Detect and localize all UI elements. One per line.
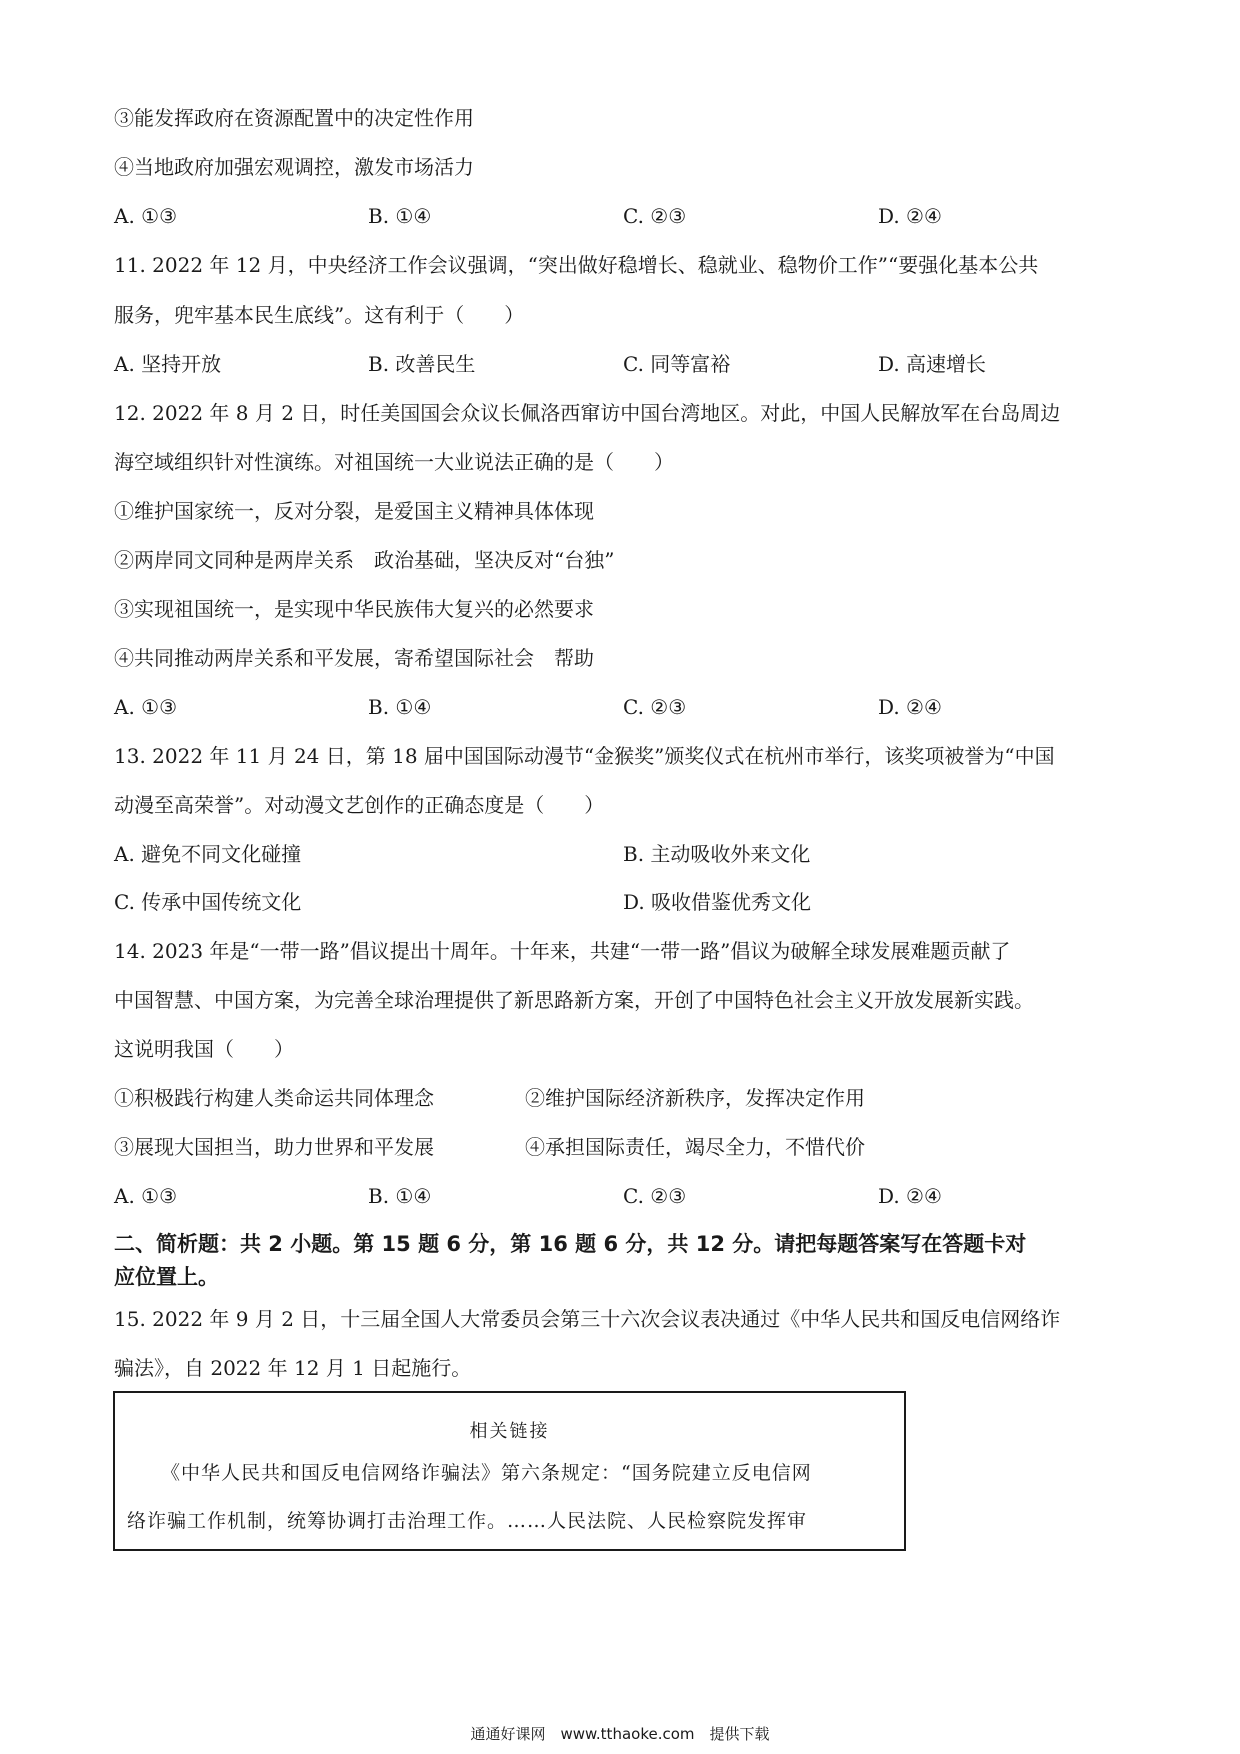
q14-stem-line-3: 这说明我国（ ）: [114, 1037, 294, 1061]
q10-option-d: D. ②④: [878, 204, 942, 228]
q14-option-d: D. ②④: [878, 1184, 942, 1208]
related-link-box: [113, 1391, 906, 1551]
q13-option-c: C. 传承中国传统文化: [114, 890, 302, 914]
q12-statement-4: ④共同推动两岸关系和平发展，寄希望国际社会 帮助: [114, 646, 594, 670]
q12-statement-1: ①维护国家统一，反对分裂，是爱国主义精神具体体现: [114, 499, 594, 523]
section-2-heading-line-1: 二、简析题：共 2 小题。第 15 题 6 分，第 16 题 6 分，共 12 分。请把每题答案写在答题卡对: [114, 1232, 1027, 1256]
q12-option-d: D. ②④: [878, 695, 942, 719]
q11-option-a: A. 坚持开放: [114, 352, 222, 376]
q14-statement-1: ①积极践行构建人类命运共同体理念: [114, 1086, 434, 1110]
q11-stem-line-2: 服务，兜牢基本民生底线”。这有利于（ ）: [114, 303, 525, 327]
related-link-title: 相关链接: [469, 1421, 550, 1442]
q15-stem-line-1: 15. 2022 年 9 月 2 日，十三届全国人大常委员会第三十六次会议表决通过《中华人民共和国反电信网络诈: [114, 1307, 1061, 1331]
q13-stem-line-1: 13. 2022 年 11 月 24 日，第 18 届中国国际动漫节“金猴奖”颁奖仪式在杭州市举行，该奖项被誉为“中国: [114, 744, 1055, 768]
q11-option-c: C. 同等富裕: [623, 352, 731, 376]
q14-statement-4: ④承担国际责任，竭尽全力，不惜代价: [525, 1135, 865, 1159]
q14-stem-line-2: 中国智慧、中国方案，为完善全球治理提供了新思路新方案，开创了中国特色社会主义开放发展新实践。: [114, 988, 1034, 1012]
q13-option-d: D. 吸收借鉴优秀文化: [623, 890, 812, 914]
q12-option-c: C. ②③: [623, 695, 687, 719]
related-link-line-2: 络诈骗工作机制，统筹协调打击治理工作。……人民法院、人民检察院发挥审: [127, 1510, 808, 1532]
q13-stem-line-2: 动漫至高荣誉”。对动漫文艺创作的正确态度是（ ）: [114, 793, 605, 817]
q12-stem-line-1: 12. 2022 年 8 月 2 日，时任美国国会众议长佩洛西窜访中国台湾地区。对此，中国人民解放军在台岛周边: [114, 401, 1061, 425]
q13-option-b: B. 主动吸收外来文化: [623, 842, 811, 866]
q10-option-b: B. ①④: [368, 204, 432, 228]
q14-option-c: C. ②③: [623, 1184, 687, 1208]
section-2-heading-line-2: 应位置上。: [114, 1265, 219, 1289]
q14-option-a: A. ①③: [114, 1184, 178, 1208]
q12-stem-line-2: 海空域组织针对性演练。对祖国统一大业说法正确的是（ ）: [114, 450, 674, 474]
q14-stem-line-1: 14. 2023 年是“一带一路”倡议提出十周年。十年来，共建“一带一路”倡议为破解全球发展难题贡献了: [114, 939, 1011, 963]
related-link-line-1: 《中华人民共和国反电信网络诈骗法》第六条规定：“国务院建立反电信网: [161, 1462, 812, 1484]
q14-statement-2: ②维护国际经济新秩序，发挥决定作用: [525, 1086, 865, 1110]
q15-stem-line-2: 骗法》，自 2022 年 12 月 1 日起施行。: [114, 1356, 472, 1380]
q13-option-a: A. 避免不同文化碰撞: [114, 842, 302, 866]
q10-option-a: A. ①③: [114, 204, 178, 228]
q14-statement-3: ③展现大国担当，助力世界和平发展: [114, 1135, 434, 1159]
q10-option-c: C. ②③: [623, 204, 687, 228]
q14-option-b: B. ①④: [368, 1184, 432, 1208]
q11-option-d: D. 高速增长: [878, 352, 987, 376]
q11-option-b: B. 改善民生: [368, 352, 476, 376]
page-footer: 通通好课网 www.tthaoke.com 提供下载: [470, 1725, 770, 1743]
q12-statement-3: ③实现祖国统一，是实现中华民族伟大复兴的必然要求: [114, 597, 594, 621]
q11-stem-line-1: 11. 2022 年 12 月，中央经济工作会议强调，“突出做好稳增长、稳就业、稳物价工作”“要强化基本公共: [114, 253, 1039, 277]
q12-option-a: A. ①③: [114, 695, 178, 719]
q10-statement-4: ④当地政府加强宏观调控，激发市场活力: [114, 155, 474, 179]
q12-option-b: B. ①④: [368, 695, 432, 719]
q10-statement-3: ③能发挥政府在资源配置中的决定性作用: [114, 106, 474, 130]
q12-statement-2: ②两岸同文同种是两岸关系 政治基础，坚决反对“台独”: [114, 548, 615, 572]
